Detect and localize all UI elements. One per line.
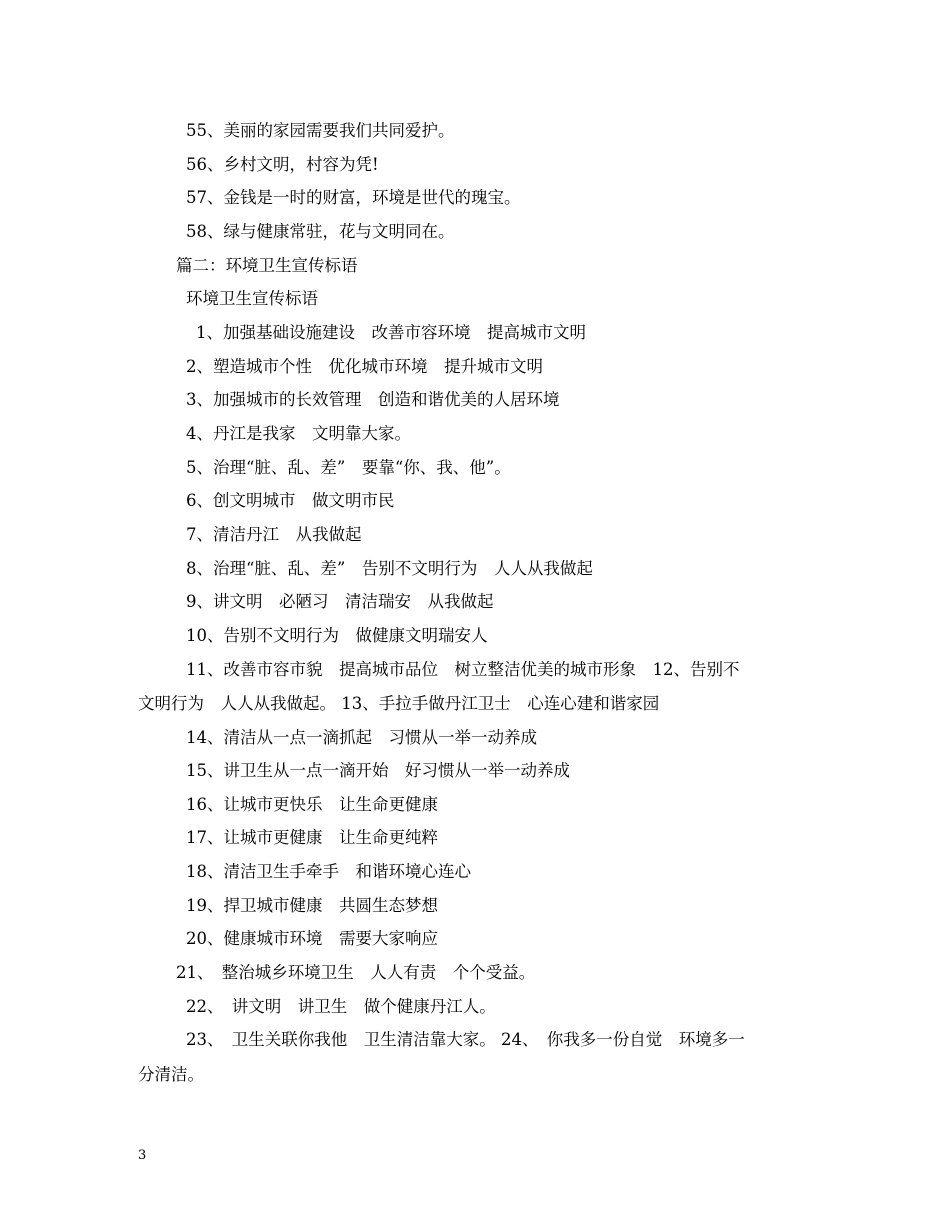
text-line: 7、清洁丹江 从我做起: [186, 525, 362, 544]
text-line: 4、丹江是我家 文明靠大家。: [186, 424, 411, 443]
text-line: 3、加强城市的长效管理 创造和谐优美的人居环境: [186, 390, 560, 409]
section-heading: 篇二：环境卫生宣传标语: [176, 256, 358, 275]
text-line: 58、绿与健康常驻，花与文明同在。: [186, 222, 455, 241]
text-line: 18、清洁卫生手牵手 和谐环境心连心: [186, 862, 471, 881]
text-line: 1、加强基础设施建设 改善市容环境 提高城市文明: [196, 323, 586, 342]
text-line: 8、治理“脏、乱、差” 告别不文明行为 人人从我做起: [186, 559, 593, 578]
text-line: 23、 卫生关联你我他 卫生清洁靠大家。 24、 你我多一份自觉 环境多一: [186, 1030, 745, 1049]
text-line: 文明行为 人人从我做起。 13、手拉手做丹江卫士 心连心建和谐家园: [138, 694, 660, 713]
text-line: 分清洁。: [138, 1065, 204, 1084]
page-number: 3: [138, 1148, 147, 1163]
text-line: 19、捍卫城市健康 共圆生态梦想: [186, 896, 438, 915]
text-line: 56、乡村文明，村容为凭!: [186, 155, 379, 174]
text-line: 6、创文明城市 做文明市民: [186, 491, 395, 510]
text-line: 20、健康城市环境 需要大家响应: [186, 929, 438, 948]
text-line: 5、治理“脏、乱、差” 要靠“你、我、他”。: [186, 458, 511, 477]
text-line: 57、金钱是一时的财富，环境是世代的瑰宝。: [186, 188, 521, 207]
text-line: 2、塑造城市个性 优化城市环境 提升城市文明: [186, 357, 543, 376]
text-line: 11、改善市容市貌 提高城市品位 树立整洁优美的城市形象 12、告别不: [186, 660, 740, 679]
text-line: 10、告别不文明行为 做健康文明瑞安人: [186, 626, 488, 645]
text-line: 55、美丽的家园需要我们共同爱护。: [186, 121, 455, 140]
text-line: 14、清洁从一点一滴抓起 习惯从一举一动养成: [186, 728, 537, 747]
text-line: 21、 整治城乡环境卫生 人人有责 个个受益。: [176, 963, 536, 982]
text-line: 16、让城市更快乐 让生命更健康: [186, 795, 438, 814]
text-line: 15、讲卫生从一点一滴开始 好习惯从一举一动养成: [186, 761, 570, 780]
text-line: 22、 讲文明 讲卫生 做个健康丹江人。: [186, 997, 496, 1016]
section-subheading: 环境卫生宣传标语: [186, 289, 318, 308]
text-line: 17、让城市更健康 让生命更纯粹: [186, 828, 438, 847]
text-line: 9、讲文明 必陋习 清洁瑞安 从我做起: [186, 592, 494, 611]
